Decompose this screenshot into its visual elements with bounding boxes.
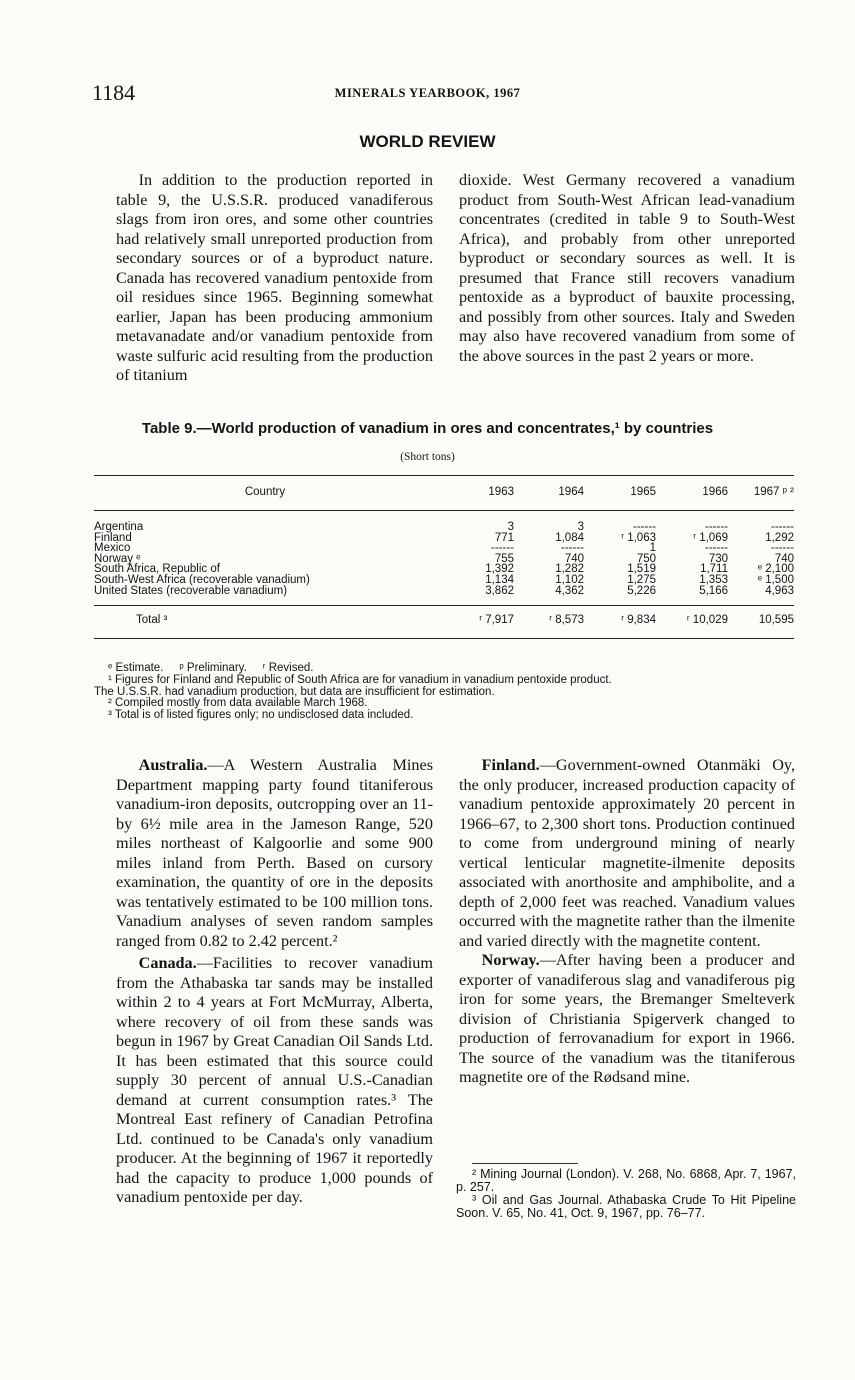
value-cell: 740	[774, 552, 794, 565]
intro-left-column	[116, 171, 433, 386]
table-note: ² Compiled mostly from data available March 1968.	[108, 697, 368, 710]
header-1965: 1965	[584, 476, 656, 511]
table-note: ¹ Figures for Finland and Republic of South Africa are for vanadium in vanadium pentoxide product.	[108, 673, 612, 686]
value-cell: 1,392	[485, 563, 514, 576]
value-cell: ------	[705, 542, 728, 555]
paragraph-text: —After having been a producer and exporter of vanadiferous slag and vanadiferous pig iron for some years, the Bremanger Smelteverk division of Christiania Spigerverk changed to production of ferrovanadium for export in 1966. The source of the vanadium was the titaniferous magnetite ore of the Rødsand mine.	[459, 951, 795, 1086]
paragraph-lead: Canada.	[138, 954, 197, 972]
value-cell: 1,353	[699, 573, 728, 586]
body-right-column	[459, 756, 795, 1088]
footnote: ³ Oil and Gas Journal. Athabaska Crude To Hit Pipeline Soon. V. 65, No. 41, Oct. 9, 1967, pp. 76–77.	[456, 1193, 796, 1220]
value-cell: 771	[494, 531, 514, 544]
value-cell: ------	[561, 542, 584, 555]
total-value: ʳ 7,917	[436, 606, 514, 639]
body-paragraph	[116, 954, 433, 1208]
country-cell: South Africa, Republic of	[94, 563, 220, 576]
value-cell: 5,226	[627, 584, 656, 597]
table-units: (Short tons)	[400, 451, 455, 463]
header-1966: 1966	[656, 476, 728, 511]
value-cell: ------	[633, 521, 656, 533]
paragraph-text: —Government-owned Otanmäki Oy, the only producer, increased production capacity of vanadium pentoxide approximately 20 percent in 1966–67, to 2,300 short tons. Production continued to come from underground mining of nearly vertical lenticular magnetite-ilmenite deposits associated with anorthosite and amphibolite, and a depth of 2,000 feet was reached. Vanadium values occurred with the magnetite rather than the ilmenite and varied directly with the magnetite content.	[459, 756, 795, 950]
value-cell: 1,519	[627, 563, 656, 576]
value-cell: 755	[494, 552, 514, 565]
footnote: ² Mining Journal (London). V. 268, No. 6868, Apr. 7, 1967, p. 257.	[456, 1167, 796, 1194]
country-cell: South-West Africa (recoverable vanadium)	[94, 573, 310, 586]
table-notes	[94, 662, 798, 722]
table-note: ³ Total is of listed figures only; no undisclosed data included.	[108, 709, 414, 722]
production-table	[94, 475, 794, 639]
header-1963: 1963	[436, 476, 514, 511]
value-cell: ᵉ 1,500	[757, 573, 794, 586]
table-row	[94, 586, 794, 606]
value-cell: 1,134	[485, 573, 514, 586]
table-title: Table 9.—World production of vanadium in ores and concentrates,¹ by countries	[141, 420, 714, 437]
value-cell: ------	[771, 521, 794, 533]
running-title: MINERALS YEARBOOK, 1967	[334, 86, 521, 100]
footnote-rule	[472, 1163, 578, 1164]
header-1964: 1964	[514, 476, 584, 511]
body-paragraph	[116, 756, 433, 951]
paragraph-lead: Australia.	[138, 756, 208, 774]
total-row	[94, 606, 794, 639]
value-cell: 1,292	[765, 531, 794, 544]
total-label: Total ³	[94, 606, 436, 639]
table-header-row	[94, 476, 794, 511]
page-number: 1184	[92, 80, 136, 105]
table-note: The U.S.S.R. had vanadium production, but data are insufficient for estimation.	[94, 685, 495, 698]
header-country: Country	[94, 476, 436, 511]
intro-paragraph: In addition to the production reported in table 9, the U.S.S.R. produced vanadiferous slags from iron ores, and some other countries had relatively small unreported production from secondary sources or of a byproduct nature. Canada has recovered vanadium pentoxide from oil residues since 1965. Beginning somewhat earlier, Japan has been producing ammonium metavanadate and/or vanadium pentoxide from waste sulfuric acid resulting from the production of titanium	[116, 171, 433, 384]
paragraph-lead: Norway.	[481, 951, 540, 969]
country-cell: United States (recoverable vanadium)	[94, 584, 288, 597]
country-cell: Argentina	[94, 521, 144, 533]
country-cell: Norway ᵉ	[94, 552, 141, 565]
value-cell: 4,362	[555, 584, 584, 597]
paragraph-lead: Finland.	[481, 756, 540, 774]
total-value: ʳ 8,573	[514, 606, 584, 639]
value-cell: ʳ 1,069	[693, 531, 728, 544]
paragraph-text: —Facilities to recover vanadium from the Athabaska tar sands may be installed within 2 to 4 years at Fort McMurray, Alberta, where recovery of oil from these sands was begun in 1967 by Great Canadian Oil Sands Ltd. It has been estimated that this source could supply 30 percent of annual U.S.-Canadian demand at current consumption rates.³ The Montreal East refinery of Canadian Petrofina Ltd. continued to be Canada's only vanadium producer. At the beginning of 1967 it reportedly had the capacity to produce 1,000 pounds of vanadium pentoxide per day.	[116, 954, 433, 1206]
value-cell: 1,084	[555, 531, 584, 544]
value-cell: ------	[771, 542, 794, 555]
table-row	[94, 543, 794, 554]
value-cell: 1,102	[555, 573, 584, 586]
total-value: 10,595	[728, 606, 794, 639]
value-cell: ʳ 1,063	[621, 531, 656, 544]
intro-paragraph-continued: dioxide. West Germany recovered a vanadium product from South-West African lead-vanadium concentrates (credited in table 9 to South-West Africa), and probably from other unreported byproduct or secondary sources as well. It is presumed that France still recovers vanadium pentoxide as a byproduct of bauxite processing, and possibly from other sources. Italy and Sweden may also have recovered vanadium from some of the above sources in the past 2 years or more.	[459, 171, 795, 365]
value-cell: 4,963	[765, 584, 794, 597]
value-cell: 1,275	[627, 573, 656, 586]
table-row	[94, 511, 794, 533]
value-cell: 3	[577, 521, 584, 533]
total-value: ʳ 9,834	[584, 606, 656, 639]
paragraph-text: —A Western Australia Mines Department mapping party found titaniferous vanadium-iron deposits, outcropping over an 11- by 6½ mile area in the Jameson Range, 520 miles northeast of Kalgoorlie and some 900 miles inland from Perth. Based on cursory examination, the quantity of ore in the deposits was tentatively estimated to be 100 million tons. Vanadium analyses of seven random samples ranged from 0.82 to 2.42 percent.²	[116, 756, 433, 950]
value-cell: 5,166	[699, 584, 728, 597]
table-row	[94, 575, 794, 586]
footnotes	[456, 1163, 796, 1220]
body-paragraph	[459, 756, 795, 951]
value-cell: ------	[705, 521, 728, 533]
body-left-column	[116, 756, 433, 1208]
value-cell: 740	[564, 552, 584, 565]
header-1967: 1967 ᵖ ²	[728, 476, 794, 511]
total-value: ʳ 10,029	[656, 606, 728, 639]
section-title: WORLD REVIEW	[359, 132, 496, 151]
value-cell: 750	[636, 552, 656, 565]
country-cell: Finland	[94, 531, 132, 544]
value-cell: 1	[649, 542, 656, 555]
table-row	[94, 533, 794, 544]
value-cell: 1,282	[555, 563, 584, 576]
table-note: ᵉ Estimate. ᵖ Preliminary. ʳ Revised.	[108, 662, 314, 674]
value-cell: 730	[708, 552, 728, 565]
value-cell: ------	[491, 542, 514, 555]
value-cell: 3	[507, 521, 514, 533]
value-cell: 3,862	[485, 584, 514, 597]
intro-right-column	[459, 171, 795, 366]
body-paragraph	[459, 951, 795, 1088]
value-cell: 1,711	[700, 563, 728, 576]
value-cell: ᵉ 2,100	[757, 563, 794, 576]
country-cell: Mexico	[94, 542, 131, 555]
